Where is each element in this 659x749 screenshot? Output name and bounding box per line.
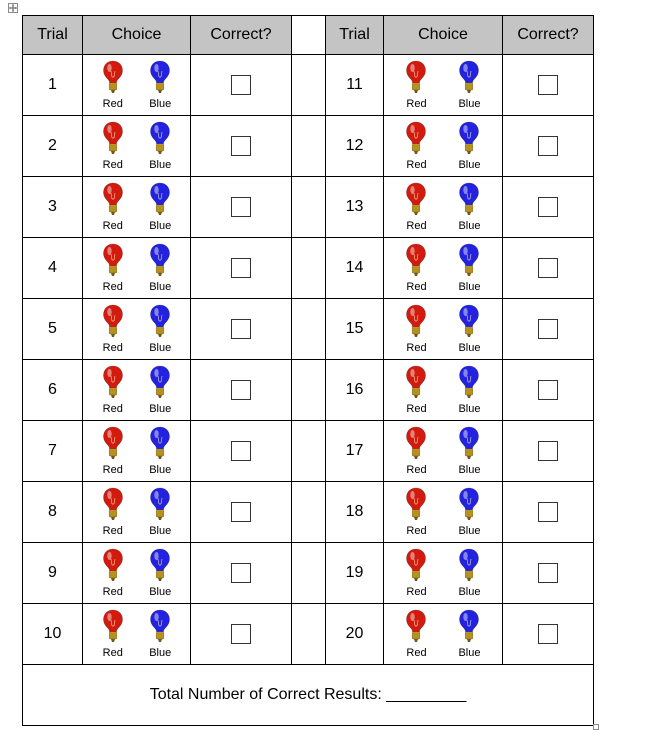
correct-checkbox[interactable] — [231, 502, 251, 522]
trial-number: 1 — [23, 55, 83, 116]
choice-cell — [384, 360, 503, 421]
correct-checkbox[interactable] — [231, 624, 251, 644]
red-option[interactable] — [405, 548, 427, 598]
blue-option[interactable] — [458, 243, 480, 293]
red-bulb-icon — [102, 365, 124, 399]
red-bulb-icon — [405, 548, 427, 582]
correct-checkbox[interactable] — [538, 502, 558, 522]
blue-label: Blue — [149, 220, 172, 232]
trial-number: 8 — [23, 482, 83, 543]
blue-label: Blue — [149, 342, 172, 354]
choice-cell — [83, 360, 191, 421]
blue-option[interactable] — [458, 548, 480, 598]
blue-label: Blue — [458, 647, 481, 659]
spacer-cell — [292, 482, 326, 543]
trial-number: 5 — [23, 299, 83, 360]
choice-cell — [384, 116, 503, 177]
choice-cell — [83, 421, 191, 482]
correct-cell — [191, 116, 292, 177]
choice-cell — [83, 177, 191, 238]
blue-label: Blue — [458, 159, 481, 171]
red-option[interactable] — [102, 182, 124, 232]
blue-bulb-icon — [149, 182, 171, 216]
red-option[interactable] — [405, 487, 427, 537]
correct-cell — [503, 482, 594, 543]
correct-checkbox[interactable] — [231, 441, 251, 461]
blue-bulb-icon — [458, 304, 480, 338]
red-label: Red — [406, 586, 427, 598]
trial-number: 19 — [326, 543, 384, 604]
red-bulb-icon — [405, 426, 427, 460]
choice-cell — [83, 604, 191, 665]
blue-label: Blue — [458, 403, 481, 415]
trial-number: 15 — [326, 299, 384, 360]
blue-bulb-icon — [149, 426, 171, 460]
red-label: Red — [406, 464, 427, 476]
red-label: Red — [406, 220, 427, 232]
spacer-cell — [292, 299, 326, 360]
blue-bulb-icon — [458, 426, 480, 460]
correct-cell — [503, 116, 594, 177]
correct-cell — [191, 299, 292, 360]
blue-bulb-icon — [149, 60, 171, 94]
trial-number: 11 — [326, 55, 384, 116]
choice-cell — [384, 604, 503, 665]
blue-bulb-icon — [458, 243, 480, 277]
trial-table — [22, 15, 594, 726]
red-bulb-icon — [102, 243, 124, 277]
red-label: Red — [406, 647, 427, 659]
correct-cell — [503, 604, 594, 665]
correct-checkbox[interactable] — [538, 197, 558, 217]
red-label: Red — [406, 281, 427, 293]
blue-option[interactable] — [458, 304, 480, 354]
correct-checkbox[interactable] — [538, 258, 558, 278]
red-bulb-icon — [102, 487, 124, 521]
blue-label: Blue — [458, 525, 481, 537]
choice-cell — [83, 543, 191, 604]
blue-option[interactable] — [458, 609, 480, 659]
trial-row — [23, 360, 594, 421]
choice-cell — [384, 238, 503, 299]
blue-bulb-icon — [149, 365, 171, 399]
choice-cell — [83, 238, 191, 299]
blue-option[interactable] — [458, 182, 480, 232]
correct-cell — [503, 238, 594, 299]
blue-label: Blue — [149, 464, 172, 476]
blue-option[interactable] — [458, 426, 480, 476]
header-row — [23, 16, 594, 55]
red-option[interactable] — [405, 609, 427, 659]
trial-row — [23, 482, 594, 543]
correct-cell — [503, 360, 594, 421]
red-bulb-icon — [405, 121, 427, 155]
red-label: Red — [102, 220, 123, 232]
red-bulb-icon — [102, 426, 124, 460]
blue-bulb-icon — [458, 609, 480, 643]
red-bulb-icon — [405, 487, 427, 521]
red-bulb-icon — [405, 182, 427, 216]
trial-number: 12 — [326, 116, 384, 177]
spacer-cell — [292, 238, 326, 299]
trial-number: 9 — [23, 543, 83, 604]
choice-cell — [384, 177, 503, 238]
header-choice-left: Choice — [83, 16, 191, 55]
blue-bulb-icon — [458, 121, 480, 155]
header-correct-right: Correct? — [503, 16, 594, 55]
red-option[interactable] — [405, 426, 427, 476]
spacer-cell — [292, 177, 326, 238]
table-move-handle[interactable] — [8, 3, 18, 13]
header-trial-left: Trial — [23, 16, 83, 55]
choice-cell — [384, 421, 503, 482]
red-option[interactable] — [405, 60, 427, 110]
correct-checkbox[interactable] — [538, 441, 558, 461]
blue-option[interactable] — [149, 426, 171, 476]
trial-number: 3 — [23, 177, 83, 238]
header-correct-left: Correct? — [191, 16, 292, 55]
red-label: Red — [102, 98, 123, 110]
spacer-cell — [292, 421, 326, 482]
red-bulb-icon — [405, 365, 427, 399]
blue-bulb-icon — [458, 365, 480, 399]
red-bulb-icon — [102, 182, 124, 216]
red-option[interactable] — [102, 243, 124, 293]
blue-label: Blue — [149, 403, 172, 415]
blue-bulb-icon — [149, 487, 171, 521]
trial-number: 7 — [23, 421, 83, 482]
red-option[interactable] — [102, 609, 124, 659]
red-option[interactable] — [102, 304, 124, 354]
correct-cell — [503, 299, 594, 360]
correct-checkbox[interactable] — [538, 75, 558, 95]
blue-bulb-icon — [458, 548, 480, 582]
blue-option[interactable] — [458, 121, 480, 171]
correct-cell — [191, 482, 292, 543]
trial-row — [23, 604, 594, 665]
blue-label: Blue — [458, 220, 481, 232]
trial-number: 13 — [326, 177, 384, 238]
correct-checkbox[interactable] — [538, 136, 558, 156]
correct-cell — [191, 543, 292, 604]
red-option[interactable] — [405, 304, 427, 354]
choice-cell — [83, 482, 191, 543]
correct-checkbox[interactable] — [231, 258, 251, 278]
choice-cell — [83, 116, 191, 177]
red-bulb-icon — [102, 121, 124, 155]
blue-option[interactable] — [458, 365, 480, 415]
correct-cell — [191, 177, 292, 238]
correct-checkbox[interactable] — [538, 319, 558, 339]
red-option[interactable] — [102, 487, 124, 537]
correct-cell — [191, 604, 292, 665]
red-label: Red — [102, 525, 123, 537]
blue-label: Blue — [149, 98, 172, 110]
red-option[interactable] — [405, 243, 427, 293]
blue-label: Blue — [149, 647, 172, 659]
choice-cell — [384, 543, 503, 604]
choice-cell — [384, 299, 503, 360]
red-label: Red — [406, 342, 427, 354]
correct-cell — [191, 238, 292, 299]
blue-label: Blue — [458, 464, 481, 476]
red-option[interactable] — [102, 365, 124, 415]
trial-number: 14 — [326, 238, 384, 299]
correct-cell — [503, 177, 594, 238]
blue-bulb-icon — [458, 60, 480, 94]
correct-checkbox[interactable] — [231, 563, 251, 583]
red-bulb-icon — [102, 304, 124, 338]
trial-number: 17 — [326, 421, 384, 482]
trial-number: 20 — [326, 604, 384, 665]
red-label: Red — [102, 342, 123, 354]
trial-row — [23, 55, 594, 116]
red-label: Red — [102, 159, 123, 171]
spacer-cell — [292, 543, 326, 604]
red-bulb-icon — [102, 548, 124, 582]
choice-cell — [384, 482, 503, 543]
spacer-column — [292, 16, 326, 55]
red-option[interactable] — [405, 182, 427, 232]
choice-cell — [83, 55, 191, 116]
red-option[interactable] — [102, 121, 124, 171]
red-label: Red — [102, 464, 123, 476]
red-label: Red — [102, 403, 123, 415]
blue-option[interactable] — [149, 60, 171, 110]
red-label: Red — [406, 525, 427, 537]
blue-bulb-icon — [458, 487, 480, 521]
red-bulb-icon — [405, 304, 427, 338]
blue-bulb-icon — [149, 304, 171, 338]
spacer-cell — [292, 604, 326, 665]
spacer-cell — [292, 360, 326, 421]
red-label: Red — [406, 98, 427, 110]
correct-checkbox[interactable] — [538, 563, 558, 583]
red-bulb-icon — [405, 243, 427, 277]
correct-cell — [503, 543, 594, 604]
blue-bulb-icon — [149, 243, 171, 277]
correct-checkbox[interactable] — [231, 380, 251, 400]
correct-cell — [503, 55, 594, 116]
blue-label: Blue — [149, 281, 172, 293]
choice-cell — [83, 299, 191, 360]
blue-option[interactable] — [149, 487, 171, 537]
blue-label: Blue — [458, 586, 481, 598]
red-label: Red — [102, 647, 123, 659]
correct-cell — [191, 421, 292, 482]
blue-option[interactable] — [458, 60, 480, 110]
red-label: Red — [102, 281, 123, 293]
red-label: Red — [406, 159, 427, 171]
trial-number: 2 — [23, 116, 83, 177]
trial-number: 16 — [326, 360, 384, 421]
correct-checkbox[interactable] — [231, 319, 251, 339]
blue-option[interactable] — [458, 487, 480, 537]
blue-label: Blue — [458, 98, 481, 110]
blue-bulb-icon — [149, 609, 171, 643]
blue-option[interactable] — [149, 365, 171, 415]
trial-number: 6 — [23, 360, 83, 421]
blue-option[interactable] — [149, 243, 171, 293]
trial-number: 10 — [23, 604, 83, 665]
move-cross-icon — [9, 4, 17, 12]
blue-option[interactable] — [149, 182, 171, 232]
red-option[interactable] — [102, 60, 124, 110]
correct-checkbox[interactable] — [231, 136, 251, 156]
header-trial-right: Trial — [326, 16, 384, 55]
footer-row — [23, 665, 594, 726]
blue-label: Blue — [458, 281, 481, 293]
trial-row — [23, 543, 594, 604]
red-option[interactable] — [405, 121, 427, 171]
header-choice-right: Choice — [384, 16, 503, 55]
table-resize-handle[interactable] — [593, 724, 599, 730]
total-correct-label: Total Number of Correct Results: _________ — [23, 665, 594, 726]
blue-option[interactable] — [149, 121, 171, 171]
red-bulb-icon — [405, 609, 427, 643]
spacer-cell — [292, 116, 326, 177]
choice-cell — [384, 55, 503, 116]
correct-cell — [503, 421, 594, 482]
red-bulb-icon — [102, 609, 124, 643]
trial-row — [23, 299, 594, 360]
correct-checkbox[interactable] — [538, 624, 558, 644]
correct-checkbox[interactable] — [538, 380, 558, 400]
trial-row — [23, 116, 594, 177]
trial-row — [23, 238, 594, 299]
red-bulb-icon — [102, 60, 124, 94]
blue-bulb-icon — [149, 548, 171, 582]
red-label: Red — [406, 403, 427, 415]
trial-number: 4 — [23, 238, 83, 299]
blue-bulb-icon — [149, 121, 171, 155]
trial-row — [23, 177, 594, 238]
trial-number: 18 — [326, 482, 384, 543]
red-option[interactable] — [102, 426, 124, 476]
blue-label: Blue — [149, 586, 172, 598]
trial-row — [23, 421, 594, 482]
red-option[interactable] — [405, 365, 427, 415]
blue-option[interactable] — [149, 304, 171, 354]
blue-option[interactable] — [149, 548, 171, 598]
blue-option[interactable] — [149, 609, 171, 659]
blue-label: Blue — [149, 525, 172, 537]
correct-cell — [191, 360, 292, 421]
correct-checkbox[interactable] — [231, 197, 251, 217]
spacer-cell — [292, 55, 326, 116]
blue-label: Blue — [149, 159, 172, 171]
blue-label: Blue — [458, 342, 481, 354]
red-label: Red — [102, 586, 123, 598]
red-option[interactable] — [102, 548, 124, 598]
blue-bulb-icon — [458, 182, 480, 216]
correct-checkbox[interactable] — [231, 75, 251, 95]
red-bulb-icon — [405, 60, 427, 94]
correct-cell — [191, 55, 292, 116]
